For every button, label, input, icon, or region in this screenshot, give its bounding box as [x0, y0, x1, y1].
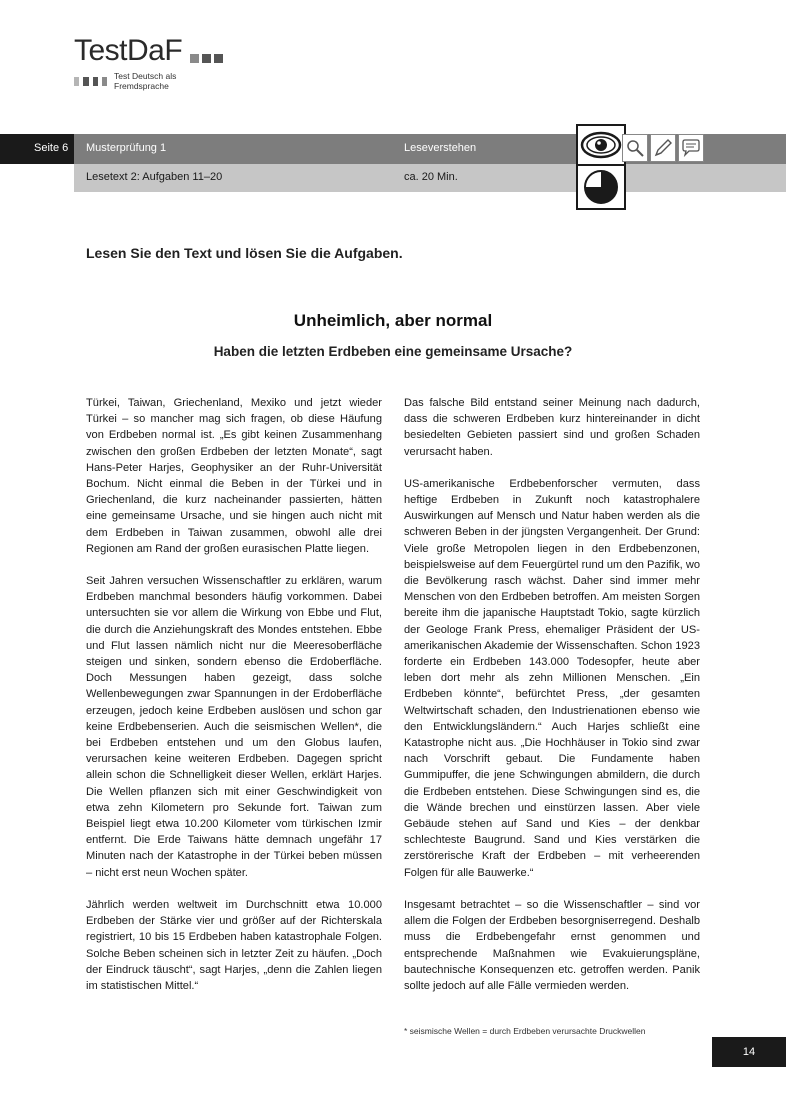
page-label-box [0, 134, 74, 164]
article-subtitle: Haben die letzten Erdbeben eine gemeinsame Ursache? [213, 344, 573, 359]
logo-subtitle: Test Deutsch als Fremdsprache [114, 71, 177, 91]
eye-icon [576, 124, 626, 166]
section-title: Leseverstehen [404, 142, 477, 154]
paragraph: Türkei, Taiwan, Griechenland, Mexiko und jetzt wieder Türkei – so mancher mag sich fragen, ob diese Häufung von Erdbeben normal ist. „Es gibt keinen Zusammenhang zwischen den großen Erdbeben der letzten Monate“, sagt Hans-Peter Harjes, Geophysiker an der Ruhr-Universität Bochum. Nicht einmal die Beben in der Türkei und in Griechenland, die kurz nacheinander passierten, hätten eine gemeinsame Ursache, und sie hingen auch nicht mit dem Erdbeben in Taiwan zusammen, obwohl alle drei Regionen am Rand der großen eurasischen Platte liegen. [86, 397, 382, 555]
pencil-icon [650, 134, 676, 162]
subheader-bar [74, 164, 786, 192]
paragraph: Jährlich werden weltweit im Durchschnitt etwa 10.000 Erdbeben der Stärke vier und größer auf der Richterskala registriert, 10 bis 15 Erdbeben haben katastrophale Folgen. Solche Beben scheinen sich in letzter Zeit zu häufen. „Doch der Eindruck täuscht“, sagt Harjes, „denn die Zahlen liegen im statistischen Mittel.“ [86, 898, 382, 992]
instruction: Lesen Sie den Text und lösen Sie die Aufgaben. [86, 245, 403, 261]
magnifier-icon [622, 134, 648, 162]
time-label: ca. 20 Min. [404, 171, 458, 183]
skill-icons [622, 134, 704, 162]
article-left-column [86, 395, 382, 1010]
paragraph: Das falsche Bild entstand seiner Meinung nach dadurch, dass die schweren Erdbeben kurz hintereinander in dicht besiedelten Gebieten passiert sind und großen Schaden verursacht haben. [404, 397, 700, 458]
testdaf-logo [74, 34, 183, 91]
exam-title: Musterprüfung 1 [86, 142, 167, 154]
page-label: Seite 6 [34, 142, 69, 154]
footnote: * seismische Wellen = durch Erdbeben verursachte Druckwellen [404, 1026, 646, 1036]
logo-word: TestDaF [74, 34, 183, 67]
task-label: Lesetext 2: Aufgaben 11–20 [86, 171, 223, 183]
logo-squares-bottom [74, 71, 184, 91]
article-right-column [404, 395, 700, 1010]
page-number: 14 [712, 1037, 786, 1067]
pie-clock-icon [576, 164, 626, 210]
article-title: Unheimlich, aber normal [293, 311, 493, 330]
logo-squares-top [190, 54, 223, 63]
speech-bubble-icon [678, 134, 704, 162]
paragraph: Seit Jahren versuchen Wissenschaftler zu erklären, warum Erdbeben manchmal besonders häufig vorkommen. Dabei untersuchten sie vor allem die Wirkung von Ebbe und Flut, die durch die Anziehungskraft des Mondes entstehen. Ebbe und Flut lassen nämlich nicht nur die Meeresoberfläche steigen und sinken, sondern ebenso die Erdoberfläche. Doch Messungen haben gezeigt, dass solche Wellenbewegungen zwar Spannungen in der Erdoberfläche erzeugen, jedoch keine Erdbeben auslösen und schon gar keine Erdbebenserien. Auch die seismischen Wellen*, die bei Erdbeben entstehen und um den Globus laufen, verursachen keine weiteren Erdbeben. Dagegen spricht allein schon die Schnelligkeit dieser Wellen, erklärt Harjes. Die Wellen pflanzen sich mit einer Geschwindigkeit von etwa zehn Kilometern pro Sekunde fort. Taiwan zum Beispiel liegt etwa 10.200 Kilometer vom türkischen Izmir entfernt. Die Erde Taiwans hätte demnach ungefähr 17 Minuten nach der Katastrophe in der Türkei beben müssen – nicht erst neun Wochen später. [86, 575, 382, 879]
paragraph: US-amerikanische Erdbebenforscher vermuten, dass heftige Erdbeben in Zukunft noch katastrophalere Auswirkungen auf Mensch und Natur haben werden als die schweren Beben in der jüngsten Vergangenheit. Der Grund: Viele große Metropolen liegen in den Erdbebenzonen, beispielsweise auf dem Feuergürtel rund um den Pazifik, wo die Bevölkerung rasch wächst. Daher sind immer mehr Menschen von den Erdbeben betroffen. Am meisten Sorgen bereite ihm die japanische Hauptstadt Tokio, sagte kürzlich der Geologe Frank Press, ehemaliger Präsident der US-amerikanischen Akademie der Wissenschaften. Schon 1923 forderte ein Erdbeben 143.000 Todesopfer, heute aber leben dort mehr als zehn Millionen Menschen. „Ein Erdbeben könnte“, befürchtet Press, „der gesamten Weltwirtschaft schaden, den Industrienationen ebenso wie den Entwicklungsländern.“ Auch Harjes schließt eine Katastrophe nicht aus. „Die Hochhäuser in Tokio sind zwar nach Vorschrift gebaut. Die Fundamente haben Gummipuffer, die jene Schwingungen abmildern, die durch die Erdbeben entstehen. Diese Schwingungen sind es, die die Wände brechen und einstürzen lassen. Aber viele Gebäude stehen auf Sand und Kies – der denkbar schlechteste Baugrund. Sand und Kies verstärken die zerstörerische Kraft der Erdbeben – mit verheerenden Folgen für alle Bauwerke.“ [404, 477, 700, 879]
paragraph: Insgesamt betrachtet – so die Wissenschaftler – sind vor allem die Folgen der Erdbeben besorgniserregend. Deshalb muss die Erdbebengefahr ernst genommen und entsprechende Maßnahmen wie Evakuierungspläne, bautechnische Konsequenzen etc. getroffen werden. Panik sollte jedoch auf alle Fälle vermieden werden. [404, 898, 700, 992]
